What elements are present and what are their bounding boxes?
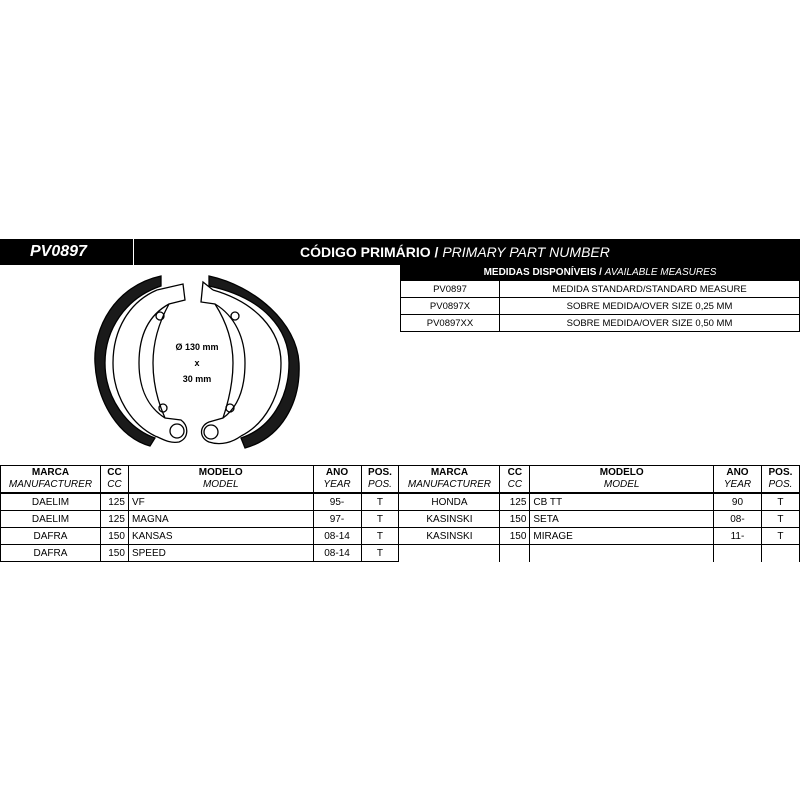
col-ano: ANO YEAR [313,466,361,494]
primary-part-title: CÓDIGO PRIMÁRIO / PRIMARY PART NUMBER [300,244,610,260]
part-code: PV0897 [30,243,87,260]
table-header-row [1,466,800,494]
col-marca: MARCA MANUFACTURER [1,466,101,494]
col-marca-right: MARCA MANUFACTURER [399,466,500,494]
dimension-diameter: Ø 130 mm [175,342,219,352]
col-modelo-right: MODELO MODEL [530,466,714,494]
table-row: DAFRA 150 KANSAS 08-14 T KASINSKI 150 MIRAGE 11- T [1,528,800,545]
col-cc-right: CC CC [500,466,530,494]
col-pos: POS. POS. [361,466,399,494]
col-ano-right: ANO YEAR [714,466,762,494]
measures-header: MEDIDAS DISPONÍVEIS / AVAILABLE MEASURES [400,265,800,280]
measure-code: PV0897X [401,298,500,315]
measure-desc: SOBRE MEDIDA/OVER SIZE 0,25 MM [500,298,800,315]
table-row: DAFRA 150 SPEED 08-14 T [1,545,800,562]
measure-row [401,281,800,298]
measures-table [400,280,800,332]
right-brake-shoe [201,276,299,448]
col-cc: CC CC [100,466,128,494]
table-row: DAELIM 125 VF 95- T HONDA 125 CB TT 90 T [1,493,800,511]
measure-desc: SOBRE MEDIDA/OVER SIZE 0,50 MM [500,315,800,332]
brake-shoe-drawing [85,268,325,458]
measure-code: PV0897XX [401,315,500,332]
header-divider [133,239,134,265]
table-row: DAELIM 125 MAGNA 97- T KASINSKI 150 SETA 08- T [1,511,800,528]
measure-row [401,315,800,332]
applications-table [0,465,800,562]
dimension-width: 30 mm [182,374,212,384]
left-brake-shoe [95,276,187,446]
dimension-times: x [194,358,200,368]
measure-code: PV0897 [401,281,500,298]
measure-desc: MEDIDA STANDARD/STANDARD MEASURE [500,281,800,298]
col-pos-right: POS. POS. [761,466,799,494]
measure-row [401,298,800,315]
col-modelo: MODELO MODEL [128,466,313,494]
header-bar [0,239,800,265]
